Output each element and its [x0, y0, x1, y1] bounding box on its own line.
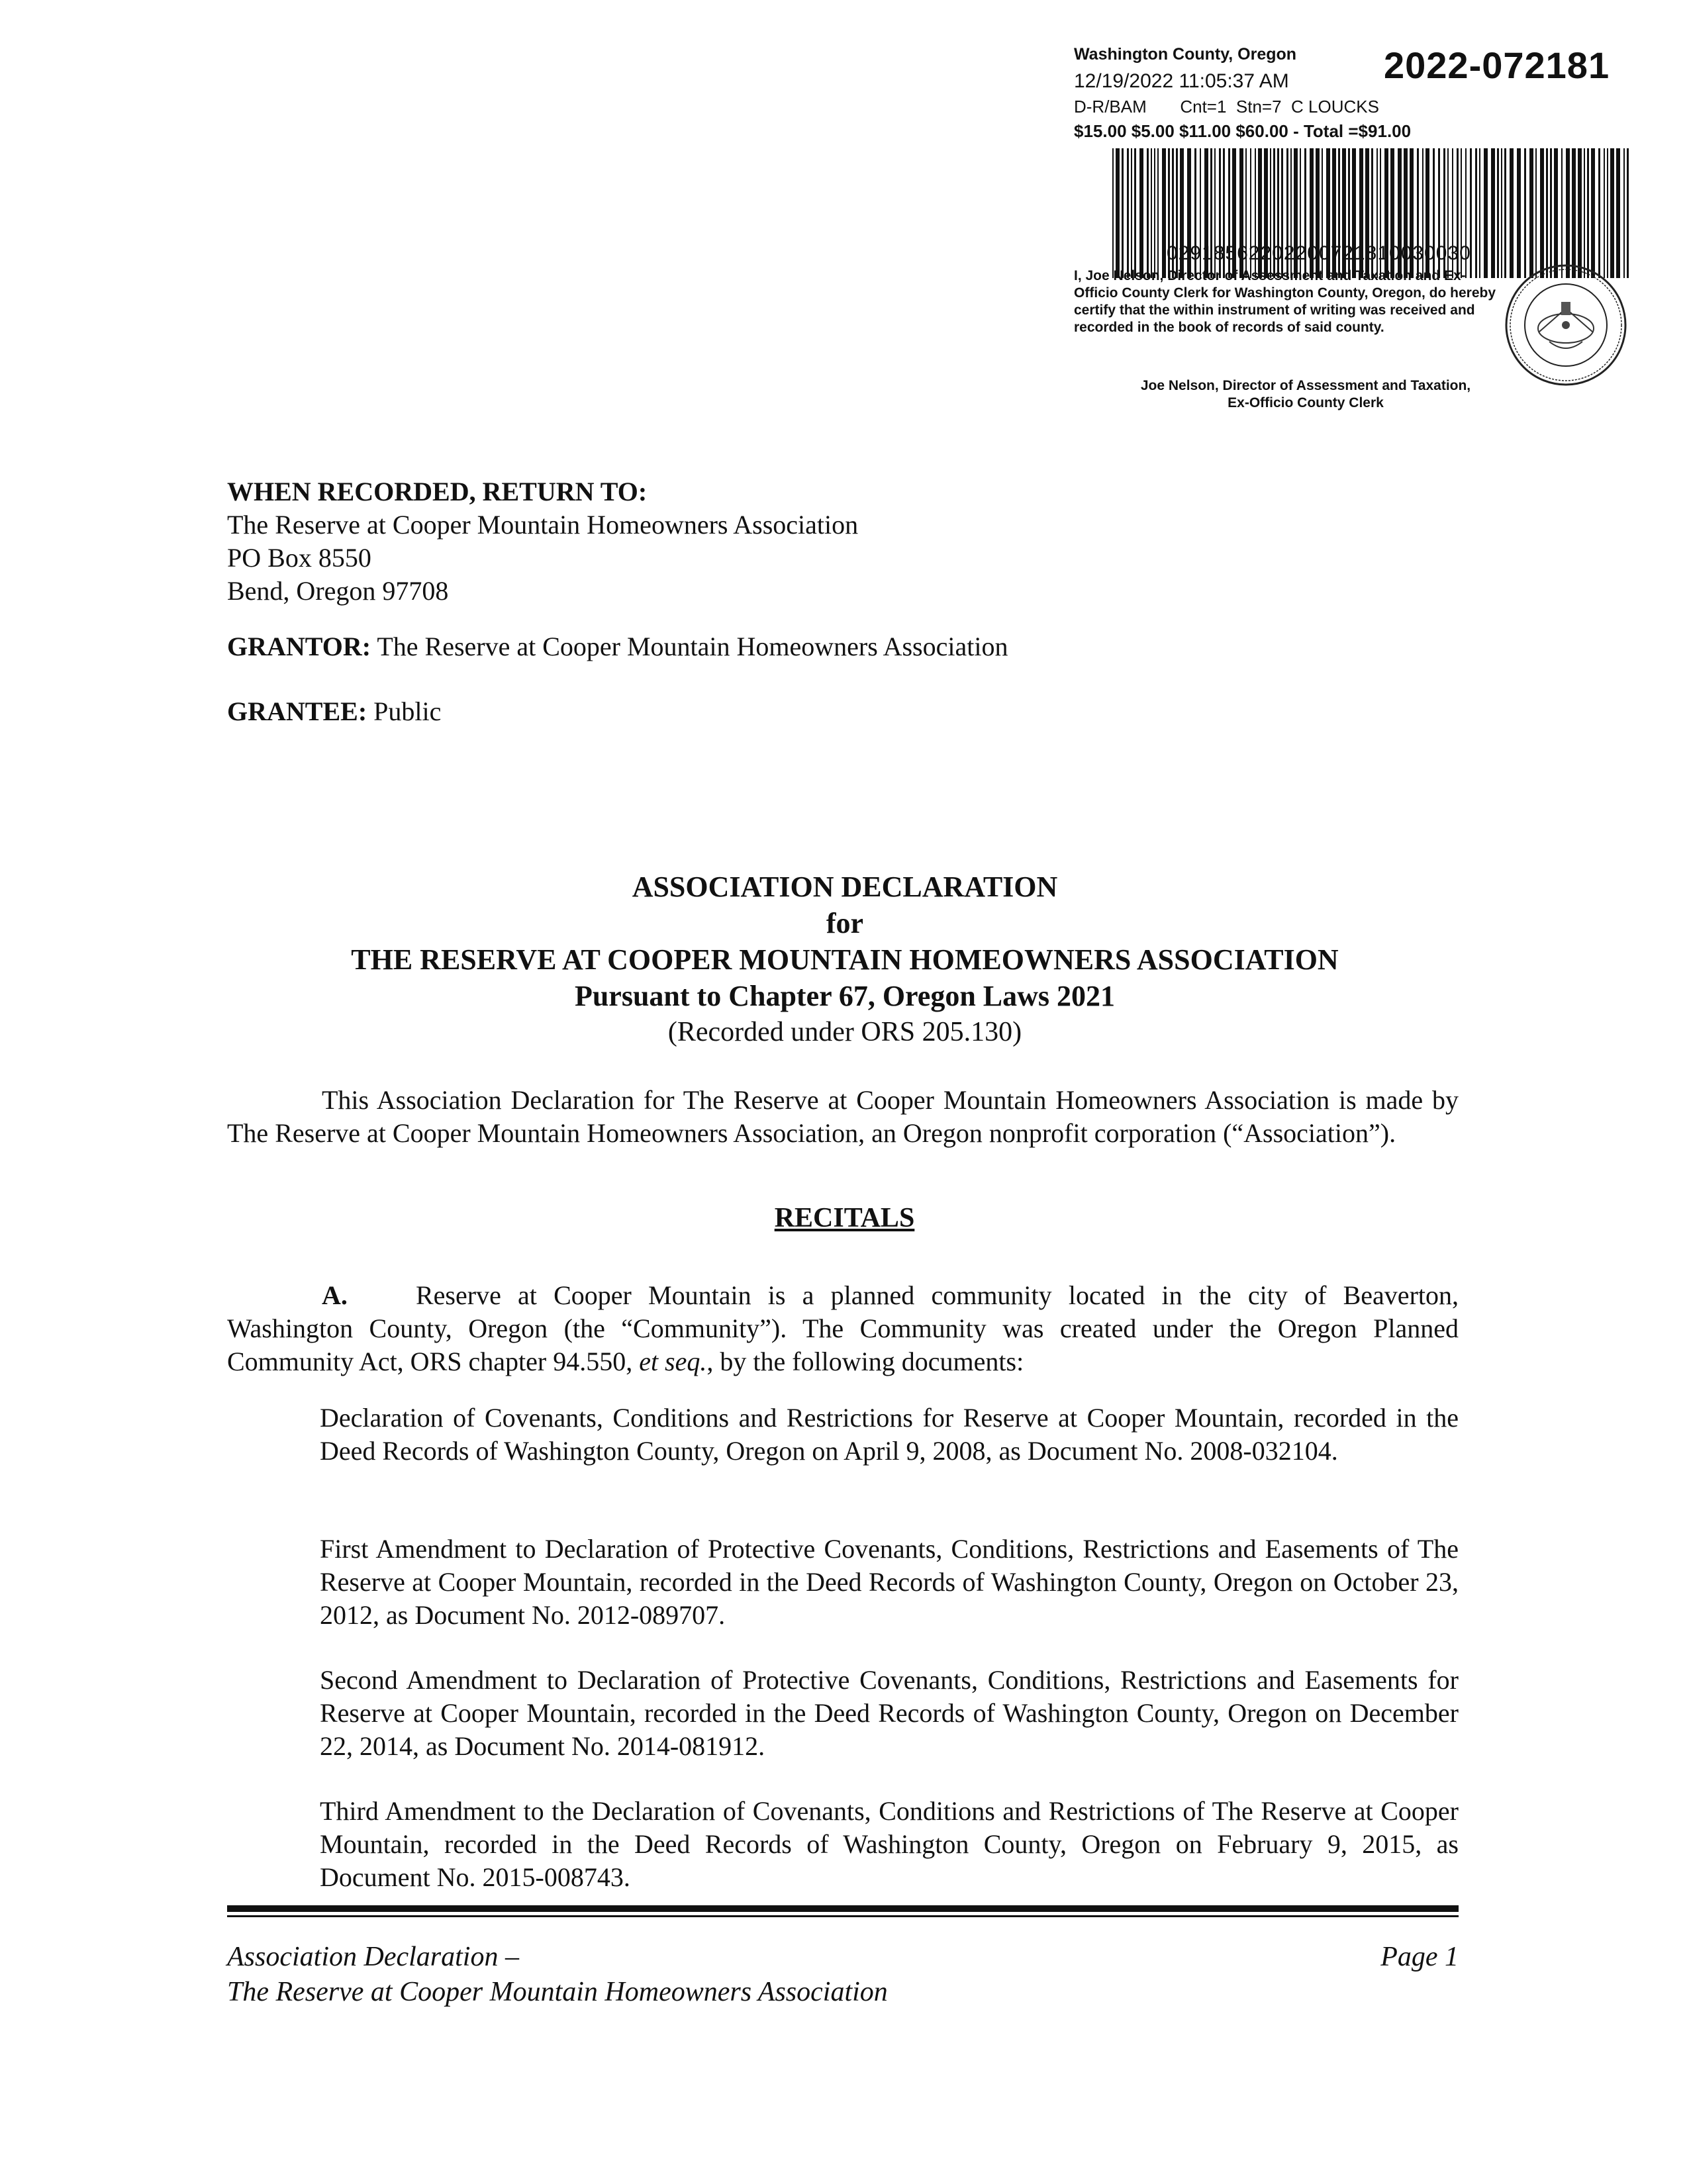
footer-rule-thick — [227, 1905, 1459, 1912]
grantee-label: GRANTEE: — [227, 696, 367, 726]
barcode-bar — [1112, 148, 1114, 278]
barcode-bar — [1607, 148, 1608, 278]
stamp-codes: D-R/BAM Cnt=1 Stn=7 C LOUCKS — [1074, 97, 1379, 117]
barcode-bar — [1572, 148, 1576, 278]
barcode-bar — [1127, 148, 1129, 278]
return-to-line3: Bend, Oregon 97708 — [227, 576, 449, 606]
recital-a-text-italic: et seq. — [639, 1347, 707, 1376]
barcode-bar — [1479, 148, 1480, 278]
stamp-signer-line2: Ex-Officio County Clerk — [1228, 395, 1384, 410]
footer-rule-thin — [227, 1915, 1459, 1917]
barcode-bar — [1116, 148, 1120, 278]
recording-stamp — [1074, 44, 1630, 414]
barcode-bar — [1122, 148, 1124, 278]
barcode-bar — [1604, 148, 1605, 278]
barcode-bar — [1587, 148, 1589, 278]
barcode-bar — [1540, 148, 1544, 278]
barcode-bar — [1484, 148, 1488, 278]
barcode-bar — [1501, 148, 1502, 278]
barcode-bar — [1591, 148, 1595, 278]
recital-a-text-before: Reserve at Cooper Mountain is a planned community located in the city of Beaverton, Washington County, Oregon (the “Community”). The Community was created under the Oregon Planned Community Act, ORS chapter 94.550, — [227, 1280, 1459, 1376]
grantor-label: GRANTOR: — [227, 632, 371, 661]
barcode-bar — [1491, 148, 1495, 278]
recital-a-text-after: , by the following documents: — [706, 1347, 1024, 1376]
barcode-bar — [1475, 148, 1477, 278]
page-number: Page 1 — [1380, 1942, 1459, 1972]
barcode-bar — [1546, 148, 1548, 278]
recital-a-letter: A. — [322, 1280, 348, 1310]
title-line3: THE RESERVE AT COOPER MOUNTAIN HOMEOWNERS ASSOCIATION — [351, 943, 1339, 976]
grantor-value: The Reserve at Cooper Mountain Homeowners Association — [371, 632, 1008, 661]
stamp-signer — [1094, 377, 1518, 412]
barcode-bar — [1623, 148, 1625, 278]
barcode-bar — [1578, 148, 1582, 278]
stamp-document-number: 2022-072181 — [1384, 44, 1610, 86]
barcode-bar — [1504, 148, 1506, 278]
stamp-county: Washington County, Oregon — [1074, 45, 1297, 64]
title-line2: for — [826, 907, 864, 939]
title-line5: (Recorded under ORS 205.130) — [667, 1017, 1022, 1047]
barcode-bar — [1131, 148, 1132, 278]
barcode-bar — [1535, 148, 1537, 278]
barcode-bar — [1147, 148, 1149, 278]
stamp-certification: I, Joe Nelson, Director of Assessment and Taxation and Ex-Officio County Clerk for Washington County, Oregon, do hereby certify that the within instrument of writing was received and recorded in the book of records of said county. — [1074, 268, 1496, 335]
document-title — [199, 869, 1491, 1051]
grantee-value: Public — [367, 696, 442, 726]
barcode-bar — [1497, 148, 1499, 278]
barcode-bar — [1616, 148, 1620, 278]
recorded-document-item: Third Amendment to the Declaration of Covenants, Conditions and Restrictions of The Reserve at Cooper Mountain, recorded in the Deed Records of Washington County, Oregon on February 9, 2015, as Document No. 2015-008743. — [320, 1796, 1459, 1892]
barcode-bar — [1524, 148, 1526, 278]
return-to-block — [227, 475, 858, 608]
recitals-heading: RECITALS — [774, 1203, 915, 1233]
return-to-line2: PO Box 8550 — [227, 543, 371, 573]
stamp-barcode-number: 02918562202200721810030030 — [1167, 242, 1471, 264]
barcode-bar — [1566, 148, 1570, 278]
grantor-line — [227, 630, 1008, 663]
county-seal-icon — [1503, 262, 1629, 388]
stamp-datetime: 12/19/2022 11:05:37 AM — [1074, 70, 1289, 92]
barcode-bar — [1151, 148, 1152, 278]
title-line4: Pursuant to Chapter 67, Oregon Laws 2021 — [574, 980, 1116, 1012]
barcode-bar — [1154, 148, 1155, 278]
return-to-line1: The Reserve at Cooper Mountain Homeowners Association — [227, 510, 859, 540]
barcode-bar — [1134, 148, 1136, 278]
intro-text: This Association Declaration for The Reserve at Cooper Mountain Homeowners Association is made by The Reserve at Cooper Mountain Homeowners Association, an Oregon nonprofit corporation (“Association”). — [227, 1085, 1459, 1148]
recital-a — [227, 1279, 1459, 1378]
barcode-bar — [1550, 148, 1552, 278]
recorded-document-item: Declaration of Covenants, Conditions and Restrictions for Reserve at Cooper Mountain, recorded in the Deed Records of Washington County, Oregon on April 9, 2008, as Document No. 2008-032104. — [320, 1403, 1459, 1466]
recorded-document-item: Second Amendment to Declaration of Protective Covenants, Conditions, Restrictions and Easements for Reserve at Cooper Mountain, recorded in the Deed Records of Washington County, Oregon on December 22, 2014, as Document No. 2014-081912. — [320, 1665, 1459, 1761]
title-line1: ASSOCIATION DECLARATION — [632, 871, 1058, 903]
barcode-bar — [1598, 148, 1600, 278]
barcode-bar — [1584, 148, 1585, 278]
grantee-line — [227, 695, 441, 728]
barcode-bar — [1627, 148, 1629, 278]
footer-line2: The Reserve at Cooper Mountain Homeowners Association — [227, 1977, 888, 2007]
barcode-bar — [1517, 148, 1521, 278]
return-to-heading: WHEN RECORDED, RETURN TO: — [227, 477, 648, 506]
page-footer — [227, 1940, 1459, 2010]
stamp-signer-line1: Joe Nelson, Director of Assessment and Taxation, — [1140, 378, 1471, 393]
footer-line1: Association Declaration – — [227, 1942, 519, 1972]
intro-paragraph — [227, 1084, 1459, 1150]
barcode-bar — [1561, 148, 1563, 278]
barcode-bar — [1610, 148, 1614, 278]
barcode-bar — [1554, 148, 1558, 278]
barcode-bar — [1139, 148, 1143, 278]
stamp-fees: $15.00 $5.00 $11.00 $60.00 - Total =$91.00 — [1074, 121, 1412, 141]
barcode-bar — [1162, 148, 1166, 278]
recorded-document-item: First Amendment to Declaration of Protective Covenants, Conditions, Restrictions and Easements of The Reserve at Cooper Mountain, recorded in the Deed Records of Washington County, Oregon on October 23, 2012, as Document No. 2012-089707. — [320, 1534, 1459, 1630]
barcode-bar — [1157, 148, 1159, 278]
barcode-bar — [1510, 148, 1514, 278]
barcode-bar — [1529, 148, 1533, 278]
